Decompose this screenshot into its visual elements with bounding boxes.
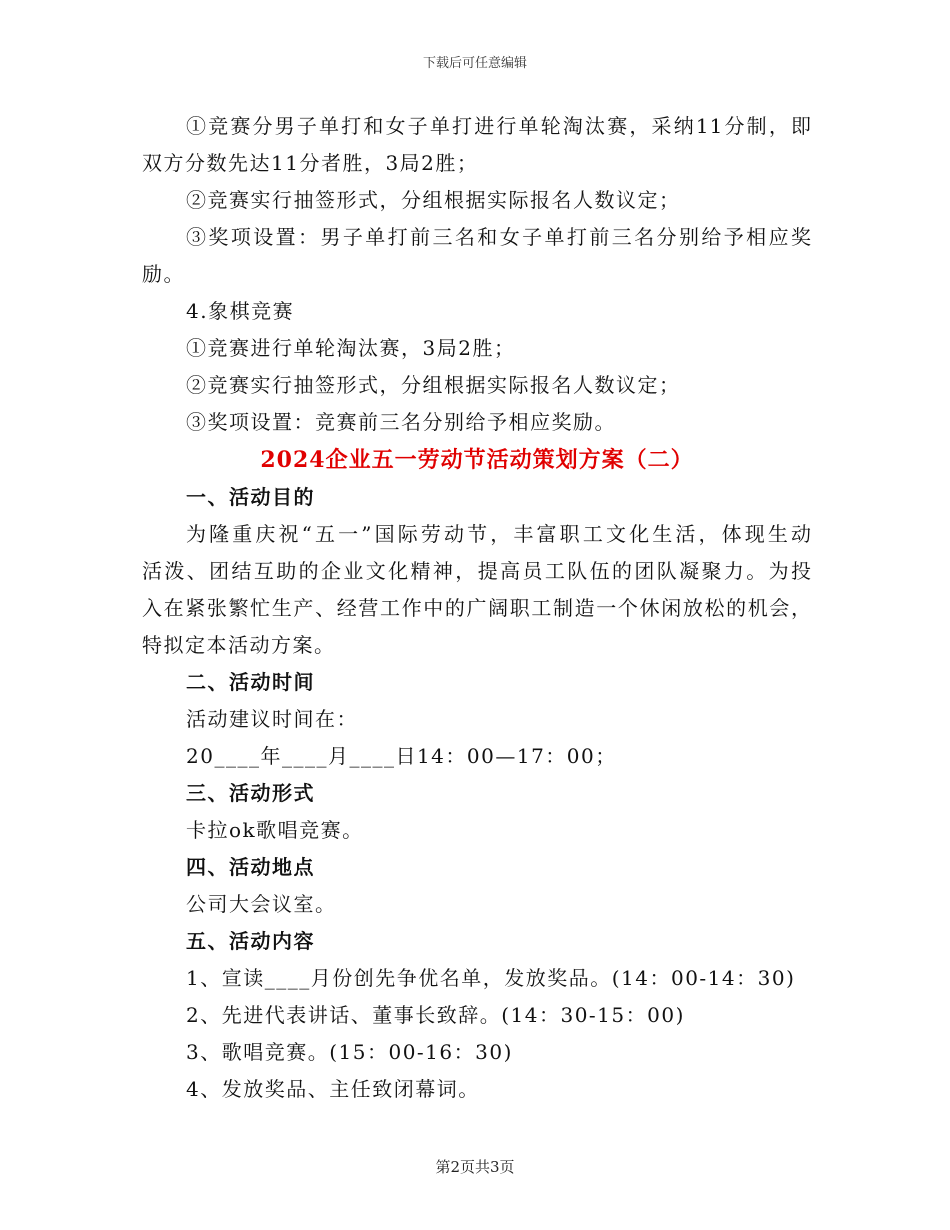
list-item: 2、先进代表讲话、董事长致辞。(14：30-15：00): [186, 1003, 685, 1027]
list-item: 4、发放奖品、主任致闭幕词。: [186, 1077, 480, 1101]
paragraph-line: 20____年____月____日14：00—17：00；: [186, 744, 617, 768]
section-heading: 四、活动地点: [186, 855, 315, 879]
paragraph-line: 入在紧张繁忙生产、经营工作中的广阔职工制造一个休闲放松的机会，: [142, 596, 812, 620]
list-item: 1、宣读____月份创先争优名单，发放奖品。(14：00-14：30): [186, 966, 796, 990]
paragraph-line: ②竞赛实行抽签形式，分组根据实际报名人数议定；: [186, 188, 681, 212]
list-item: 3、歌唱竞赛。(15：00-16：30): [186, 1040, 513, 1064]
section-heading: 三、活动形式: [186, 781, 315, 805]
paragraph-line: 为隆重庆祝“五一”国际劳动节，丰富职工文化生活，体现生动: [186, 522, 812, 546]
page-header: 下载后可任意编辑: [422, 56, 527, 71]
paragraph-line: ①竞赛进行单轮淘汰赛，3局2胜；: [186, 336, 516, 360]
section-heading: 五、活动内容: [186, 929, 315, 953]
paragraph-line: ③奖项设置：竞赛前三名分别给予相应奖励。: [186, 410, 616, 434]
section-heading: 一、活动目的: [186, 485, 315, 509]
paragraph-line: 励。: [142, 262, 185, 286]
paragraph-line: ①竞赛分男子单打和女子单打进行单轮淘汰赛，采纳11分制，即: [186, 114, 812, 138]
paragraph-line: ②竞赛实行抽签形式，分组根据实际报名人数议定；: [186, 373, 681, 397]
section-heading: 4.象棋竞赛: [186, 299, 295, 323]
paragraph-line: 双方分数先达11分者胜，3局2胜；: [142, 151, 479, 175]
document-body: [142, 108, 812, 1108]
paragraph-line: ③奖项设置：男子单打前三名和女子单打前三名分别给予相应奖: [186, 225, 812, 249]
paragraph-line: 公司大会议室。: [186, 892, 337, 916]
section-heading: 二、活动时间: [186, 670, 315, 694]
paragraph-line: 卡拉ok歌唱竞赛。: [186, 818, 364, 842]
document-title: 2024企业五一劳动节活动策划方案（二）: [260, 447, 694, 473]
page-footer: 第2页共3页: [435, 1158, 515, 1176]
paragraph-line: 活动建议时间在：: [186, 707, 358, 731]
paragraph-line: 活泼、团结互助的企业文化精神，提高员工队伍的团队凝聚力。为投: [142, 559, 812, 583]
paragraph-line: 特拟定本活动方案。: [142, 633, 336, 657]
